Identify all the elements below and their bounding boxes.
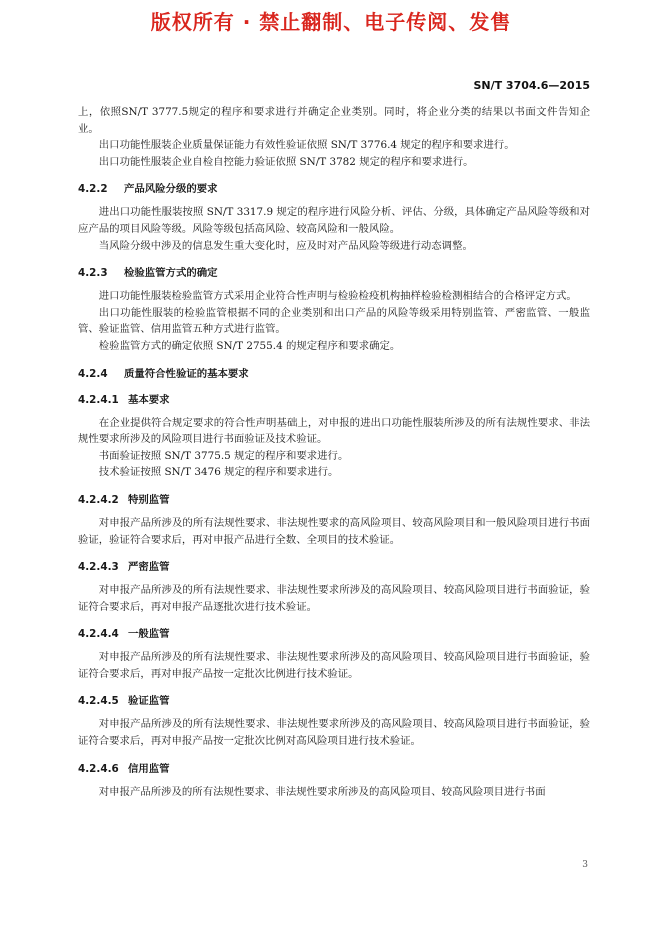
section-number: 4.2.4.6 (78, 762, 119, 775)
paragraph: 对申报产品所涉及的所有法规性要求、非法规性要求所涉及的高风险项目、较高风险项目进行书面 (98, 785, 546, 798)
section-title: 验证监管 (128, 695, 170, 708)
section-heading-4-2-4-4 (78, 627, 590, 641)
paragraph: 在企业提供符合规定要求的符合性声明基础上，对申报的进出口功能性服装所涉及的所有法规性要求、非法规性要求所涉及的风险项目进行书面验证及技术验证。 (78, 416, 590, 446)
paragraph: 对申报产品所涉及的所有法规性要求、非法规性要求的高风险项目、较高风险项目和一般风险项目进行书面验证，验证符合要求后，再对申报产品进行全数、全项目的技术验证。 (78, 516, 590, 546)
paragraph: 出口功能性服装企业质量保证能力有效性验证依照 SN/T 3776.4 规定的程序和要求进行。 (98, 139, 515, 152)
section-heading-4-2-4-6 (78, 762, 590, 776)
section-title: 质量符合性验证的基本要求 (124, 367, 249, 380)
section-title: 产品风险分级的要求 (124, 183, 218, 196)
paragraph: 对申报产品所涉及的所有法规性要求、非法规性要求所涉及的高风险项目、较高风险项目进行书面验证，验证符合要求后，再对申报产品按一定批次比例进行技术验证。 (78, 651, 590, 680)
section-heading-4-2-4 (78, 367, 590, 381)
section-title: 严密监管 (128, 561, 170, 574)
page-number: 3 (582, 860, 588, 870)
section-number: 4.2.4 (78, 367, 108, 380)
section-title: 特别监管 (128, 493, 170, 506)
paragraph: 对申报产品所涉及的所有法规性要求、非法规性要求所涉及的高风险项目、较高风险项目进行书面验证，验证符合要求后，再对申报产品按一定批次比例对高风险项目进行技术验证。 (78, 718, 590, 748)
section-number: 4.2.4.1 (78, 393, 119, 406)
paragraph: 上，依照SN/T 3777.5规定的程序和要求进行并确定企业类别。同时，将企业分类的结果以书面文件告知企业。 (78, 106, 590, 135)
section-heading-4-2-4-1 (78, 393, 590, 407)
paragraph: 检验监管方式的确定依照 SN/T 2755.4 的规定程序和要求确定。 (98, 339, 401, 352)
paragraph: 进口功能性服装检验监管方式采用企业符合性声明与检验检疫机构抽样检验检测相结合的合格评定方式。 (98, 290, 577, 303)
section-number: 4.2.2 (78, 183, 108, 196)
section-title: 一般监管 (128, 628, 170, 641)
section-heading-4-2-4-5 (78, 694, 590, 708)
section-number: 4.2.4.5 (78, 695, 119, 708)
paragraph: 书面验证按照 SN/T 3775.5 规定的程序和要求进行。 (98, 449, 349, 462)
section-heading-4-2-4-3 (78, 560, 590, 574)
section-heading-4-2-2 (78, 182, 590, 196)
paragraph: 出口功能性服装的检验监管根据不同的企业类别和出口产品的风险等级采用特别监管、严密监管、一般监管、验证监管、信用监管五种方式进行监管。 (78, 306, 590, 336)
document-body (78, 104, 590, 800)
standard-number: SN/T 3704.6—2015 (473, 79, 590, 92)
section-number: 4.2.4.4 (78, 628, 119, 641)
copyright-watermark: 版权所有 · 禁止翻制、电子传阅、发售 (150, 10, 512, 34)
section-number: 4.2.4.2 (78, 493, 119, 506)
paragraph: 出口功能性服装企业自检自控能力验证依照 SN/T 3782 规定的程序和要求进行。 (98, 155, 474, 168)
paragraph: 对申报产品所涉及的所有法规性要求、非法规性要求所涉及的高风险项目、较高风险项目进行书面验证，验证符合要求后，再对申报产品逐批次进行技术验证。 (78, 584, 590, 613)
section-title: 信用监管 (128, 762, 170, 775)
section-heading-4-2-4-2 (78, 493, 590, 507)
section-title: 检验监管方式的确定 (124, 267, 218, 280)
section-number: 4.2.4.3 (78, 561, 119, 574)
paragraph: 技术验证按照 SN/T 3476 规定的程序和要求进行。 (98, 466, 339, 479)
section-heading-4-2-3 (78, 266, 590, 280)
section-number: 4.2.3 (78, 267, 108, 280)
paragraph: 进出口功能性服装按照 SN/T 3317.9 规定的程序进行风险分析、评估、分级，具体确定产品风险等级和对应产品的项目风险等级。风险等级包括高风险、较高风险和一般风险。 (78, 206, 590, 235)
section-title: 基本要求 (128, 393, 170, 406)
paragraph: 当风险分级中涉及的信息发生重大变化时，应及时对产品风险等级进行动态调整。 (98, 239, 473, 252)
